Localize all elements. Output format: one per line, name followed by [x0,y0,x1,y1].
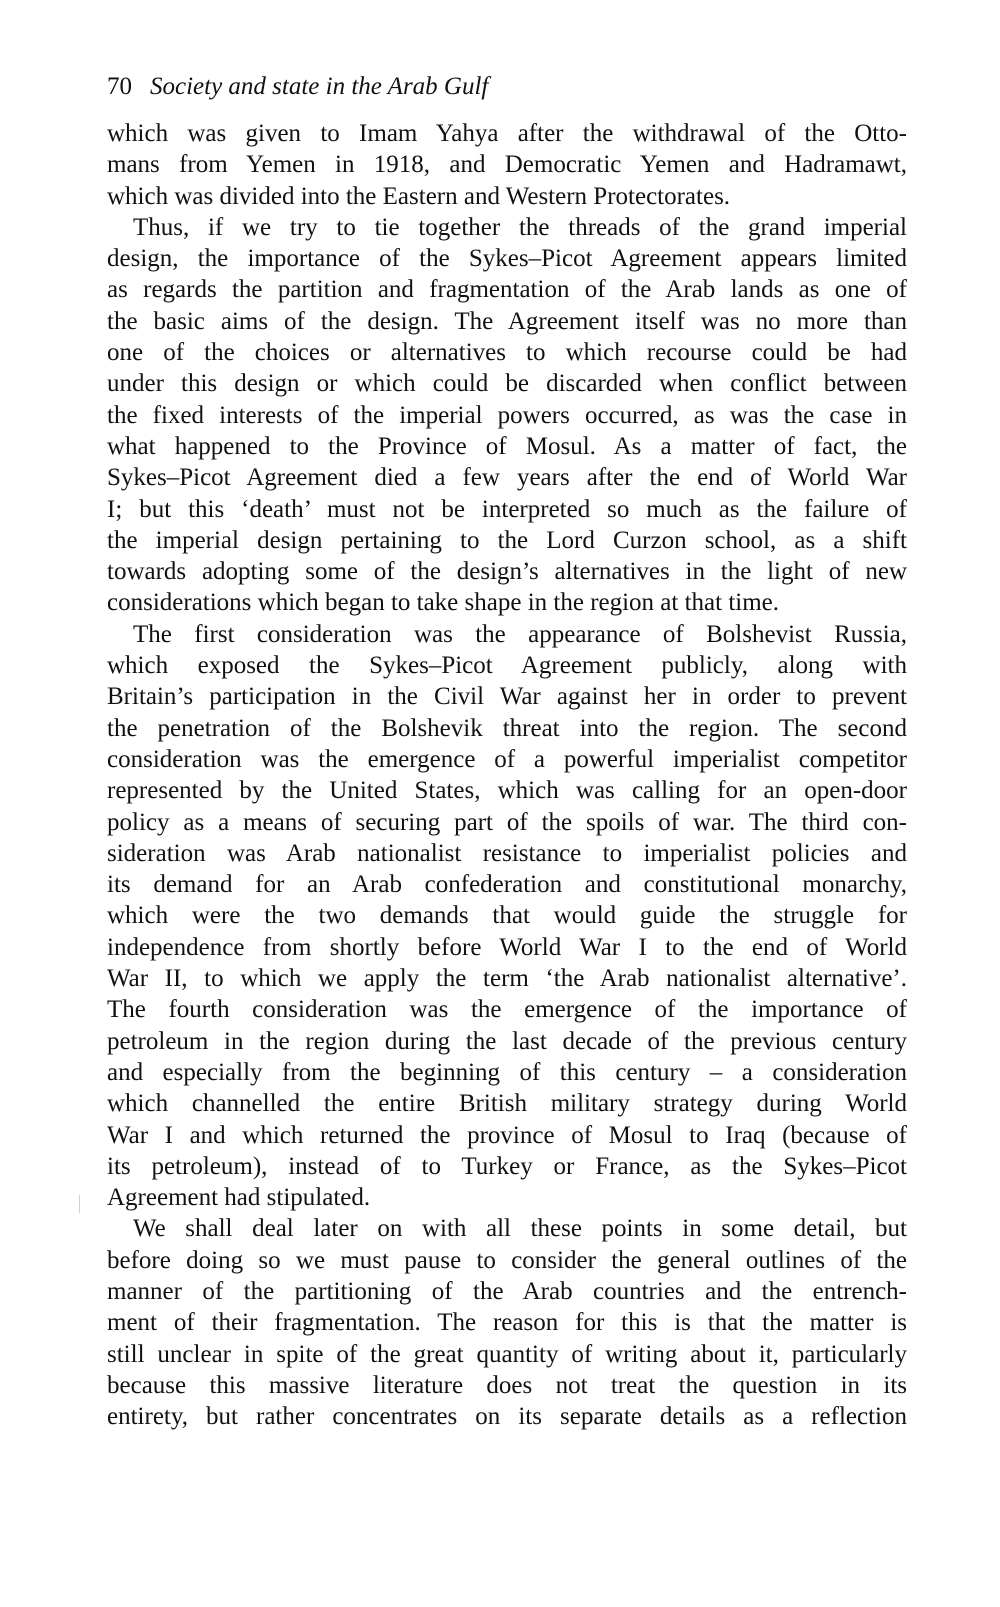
text-line: entirety, but rather concentrates on its separate details as a reflection [107,1403,907,1431]
text-line: Britain’s participation in the Civil War against her in order to prevent [107,683,907,711]
paragraph-3 [107,619,907,1214]
text-line: Agreement had stipulated. [107,1184,371,1212]
text-line: policy as a means of securing part of the spoils of war. The third con- [107,808,907,836]
text-line: manner of the partitioning of the Arab countries and the entrench- [107,1277,907,1305]
text-line: consideration was the emergence of a powerful imperialist competitor [107,745,907,773]
text-line: considerations which began to take shape in the region at that time. [107,589,780,617]
text-line: independence from shortly before World War I to the end of World [107,933,907,961]
page-number: 70 [107,73,132,100]
text-line: what happened to the Province of Mosul. As a matter of fact, the [107,432,907,460]
text-line: under this design or which could be discarded when conflict between [107,370,907,398]
text-line: as regards the partition and fragmentation of the Arab lands as one of [107,276,907,304]
text-line: before doing so we must pause to consider the general outlines of the [107,1246,907,1274]
running-title: Society and state in the Arab Gulf [150,73,489,100]
margin-scan-mark [79,1195,80,1213]
text-line: We shall deal later on with all these points in some detail, but [133,1215,907,1243]
text-line: which was given to Imam Yahya after the withdrawal of the Otto- [107,120,907,147]
text-line: The first consideration was the appearance of Bolshevist Russia, [133,620,907,648]
text-line: which were the two demands that would guide the struggle for [107,902,907,930]
text-line: design, the importance of the Sykes–Picot Agreement appears limited [107,245,907,273]
text-line: War II, to which we apply the term ‘the Arab nationalist alternative’. [107,965,907,993]
text-line: petroleum in the region during the last decade of the previous century [107,1027,907,1055]
text-line: which channelled the entire British military strategy during World [107,1090,907,1118]
text-line: one of the choices or alternatives to which recourse could be had [107,339,907,367]
text-line: mans from Yemen in 1918, and Democratic Yemen and Hadramawt, [107,151,907,179]
paragraph-4 [107,1213,907,1432]
paragraph-1 [107,118,907,212]
text-line: I; but this ‘death’ must not be interpreted so much as the failure of [107,495,907,523]
text-line: which exposed the Sykes–Picot Agreement publicly, along with [107,652,907,680]
text-line: Sykes–Picot Agreement died a few years after the end of World War [107,464,907,492]
text-line: still unclear in spite of the great quantity of writing about it, particularly [107,1340,907,1368]
text-line: its petroleum), instead of to Turkey or France, as the Sykes–Picot [107,1152,907,1180]
text-line: which was divided into the Eastern and Western Protectorates. [107,182,731,210]
running-head [107,72,488,102]
text-line: The fourth consideration was the emergence of the importance of [107,996,907,1024]
paragraph-2 [107,212,907,619]
text-line: the basic aims of the design. The Agreement itself was no more than [107,307,907,335]
text-line: ment of their fragmentation. The reason for this is that the matter is [107,1309,907,1337]
body-text [107,118,907,1432]
text-line: and especially from the beginning of this century – a consideration [107,1058,907,1086]
text-line: the imperial design pertaining to the Lord Curzon school, as a shift [107,526,907,554]
text-line: represented by the United States, which was calling for an open-door [107,777,907,805]
text-line: the fixed interests of the imperial powers occurred, as was the case in [107,401,907,429]
text-line: sideration was Arab nationalist resistance to imperialist policies and [107,839,907,867]
text-line: the penetration of the Bolshevik threat into the region. The second [107,714,907,742]
text-line: because this massive literature does not treat the question in its [107,1371,907,1399]
text-line: Thus, if we try to tie together the threads of the grand imperial [133,213,907,241]
text-line: towards adopting some of the design’s alternatives in the light of new [107,558,907,586]
text-line: its demand for an Arab confederation and constitutional monarchy, [107,871,907,899]
text-line: War I and which returned the province of Mosul to Iraq (because of [107,1121,907,1149]
